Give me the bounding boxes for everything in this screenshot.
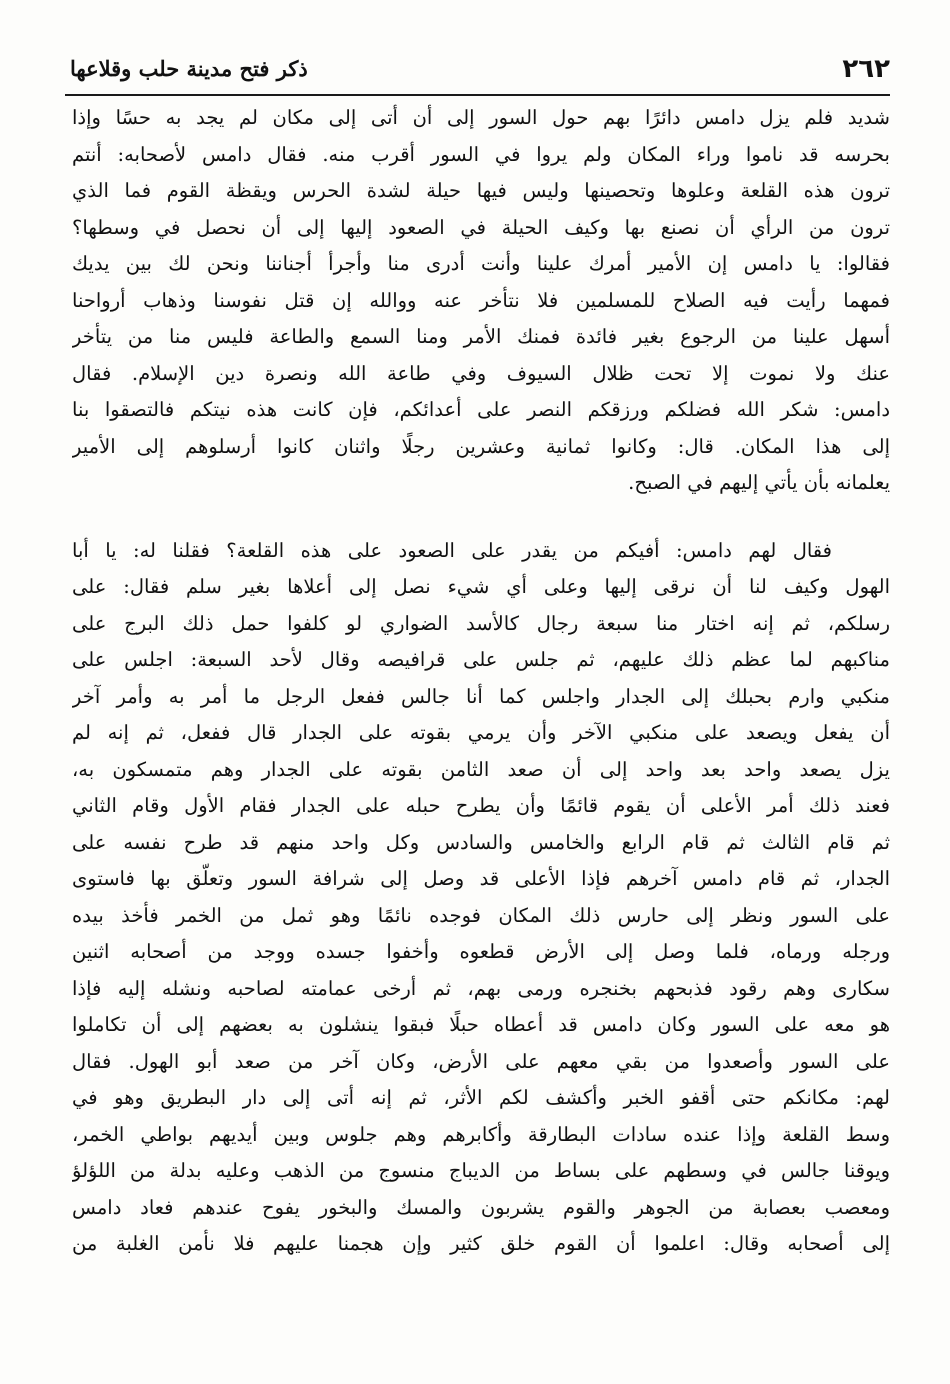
text-line: دامس: شكر الله فضلكم ورزقكم النصر على أعدائكم، فإن كانت هذه نيتكم فالتصقوا بنا: [72, 398, 890, 421]
text-line: رسلكم، ثم إنه اختار منا سبعة رجال كالأسد الضواري لو كلفوا حمل ذلك البرج على: [72, 611, 890, 635]
text-line: إلى هذا المكان. قال: وكانوا ثمانية وعشرين رجلًا واثنان كانوا أرسلوهم إلى الأمير: [72, 434, 890, 458]
text-line: منكبي وارم بحبلك إلى الجدار واجلس كما أنا جالس ففعل الرجل ما أمر به وأمر آخر: [72, 684, 890, 708]
text-line: ومعصب بعصابة من الجوهر والقوم يشربون والمسك والبخور يفوح عندهم فعاد دامس: [72, 1195, 890, 1219]
text-line: الجدار، ثم قام دامس آخرهم فإذا الأعلى قد وصل إلى شرافة السور وتعلّق بها فاستوى: [72, 867, 890, 890]
text-line: ترون من الرأي أن نصنع بها وكيف الحيلة في الصعود إليها إلى أن نحصل في وسطها؟: [72, 215, 890, 239]
body-text: [72, 100, 890, 1263]
text-line: يعلمانه بأن يأتي إليهم في الصبح.: [628, 471, 890, 494]
text-line: فقال لهم دامس: أفيكم من يقدر على الصعود على هذه القلعة؟ فقلنا له: يا أبا: [72, 538, 832, 562]
text-line: ويوقنا جالس في وسطهم على بساط من الديباج منسوج من الذهب وعليه بدلة من اللؤلؤ: [72, 1159, 890, 1182]
text-line: يزل يصعد واحد بعد واحد إلى أن صعد الثامن بقوته على الجدار وهم متمسكون به،: [72, 757, 890, 781]
header-divider: [65, 94, 890, 96]
paragraph-2: [72, 533, 890, 1263]
text-line: ثم قام الثالث ثم قام الرابع والخامس والسادس وكل واحد منهم قد طرح نفسه على: [72, 830, 890, 854]
text-line: ترون هذه القلعة وعلوها وتحصينها وليس فيها حيلة لشدة الحرس ويقظة القوم فما الذي: [72, 179, 890, 202]
text-line: أسهل علينا من الرجوع بغير فائدة فمنك الأمر ومنا السمع والطاعة فليس منا من يتأخر: [72, 325, 890, 348]
text-line: على السور ونظر إلى حارس ذلك المكان فوجده نائمًا وهو ثمل من الخمر فأخذ بيده: [72, 903, 890, 927]
text-line: بحرسه قد ناموا وراء المكان ولم يروا في السور أقرب منه. فقال دامس لأصحابه: أنتم: [72, 142, 890, 166]
text-line: لهم: مكانكم حتى أقفو الخبر وأكشف لكم الأثر، ثم إنه أتى إلى دار البطريق وهو في: [72, 1086, 890, 1109]
text-line: فمهما رأيت فيه الصلاح للمسلمين فلا نتأخر عنه ووالله إن قتل نفوسنا وذهاب أرواحنا: [72, 288, 890, 312]
text-line: عنك ولا نموت إلا تحت ظلال السيوف وفي طاعة الله ونصرة دين الإسلام. فقال: [72, 361, 890, 385]
text-line: سكارى وهم رقود فذبحهم بخنجره ورمى بهم، ثم أرخى عمامته لصاحبه ونشله إليه فإذا: [72, 976, 890, 1000]
running-head: [70, 52, 890, 92]
text-line: شديد فلم يزل دامس دائرًا بهم حول السور إلى أن أتى إلى مكان لم يجد به حسًا وإذا: [72, 106, 890, 129]
text-line: الهول وكيف لنا أن نرقى إليها وعلى أي شيء نصل إلى أعلاها بغير سلم فقال: على: [72, 575, 890, 598]
page-number: ٢٦٢: [842, 54, 890, 84]
paragraph-1: [72, 100, 890, 502]
chapter-title: ذكر فتح مدينة حلب وقلاعها: [70, 56, 308, 81]
text-line: هو معه على السور وكان دامس قد أعطاه حبلًا فبقوا ينشلون به بعضهم إلى أن تكاملوا: [72, 1013, 890, 1036]
text-line: فقالوا: يا دامس إن الأمير أمرك علينا وأنت أدرى منا وأجرأ أجناننا ونحن لك بين يديك: [72, 252, 890, 275]
text-line: فعند ذلك أمر الأعلى أن يقوم قائمًا وأن يطرح حبله على الجدار فقام الأول وقام الثاني: [72, 794, 890, 817]
text-line: على السور وأصعدوا من بقي معهم على الأرض، وكان آخر من صعد أبو الهول. فقال: [72, 1049, 890, 1073]
text-line: ورجله ورماه، فلما وصل إلى الأرض قطعوه وأخفوا جسده ووجد من أصحابه اثنين: [72, 940, 890, 963]
text-line: مناكبهم لما عظم ذلك عليهم، ثم جلس على قرافيصه وقال لأحد السبعة: اجلس على: [72, 648, 890, 671]
text-line: أن يفعل ويصعد على منكبي الآخر وأن يرمي بقوته على الجدار قال ففعل، ثم إنه لم: [72, 721, 890, 744]
paragraph-gap: [72, 502, 890, 533]
text-line: إلى أصحابه وقال: اعلموا أن القوم خلق كثير وإن هجمنا عليهم فلا نأمن الغلبة من: [72, 1232, 890, 1255]
text-line: وسط القلعة وإذا عنده سادات البطارقة وأكابرهم وهم جلوس وبين أيديهم بواطي الخمر،: [72, 1122, 890, 1146]
